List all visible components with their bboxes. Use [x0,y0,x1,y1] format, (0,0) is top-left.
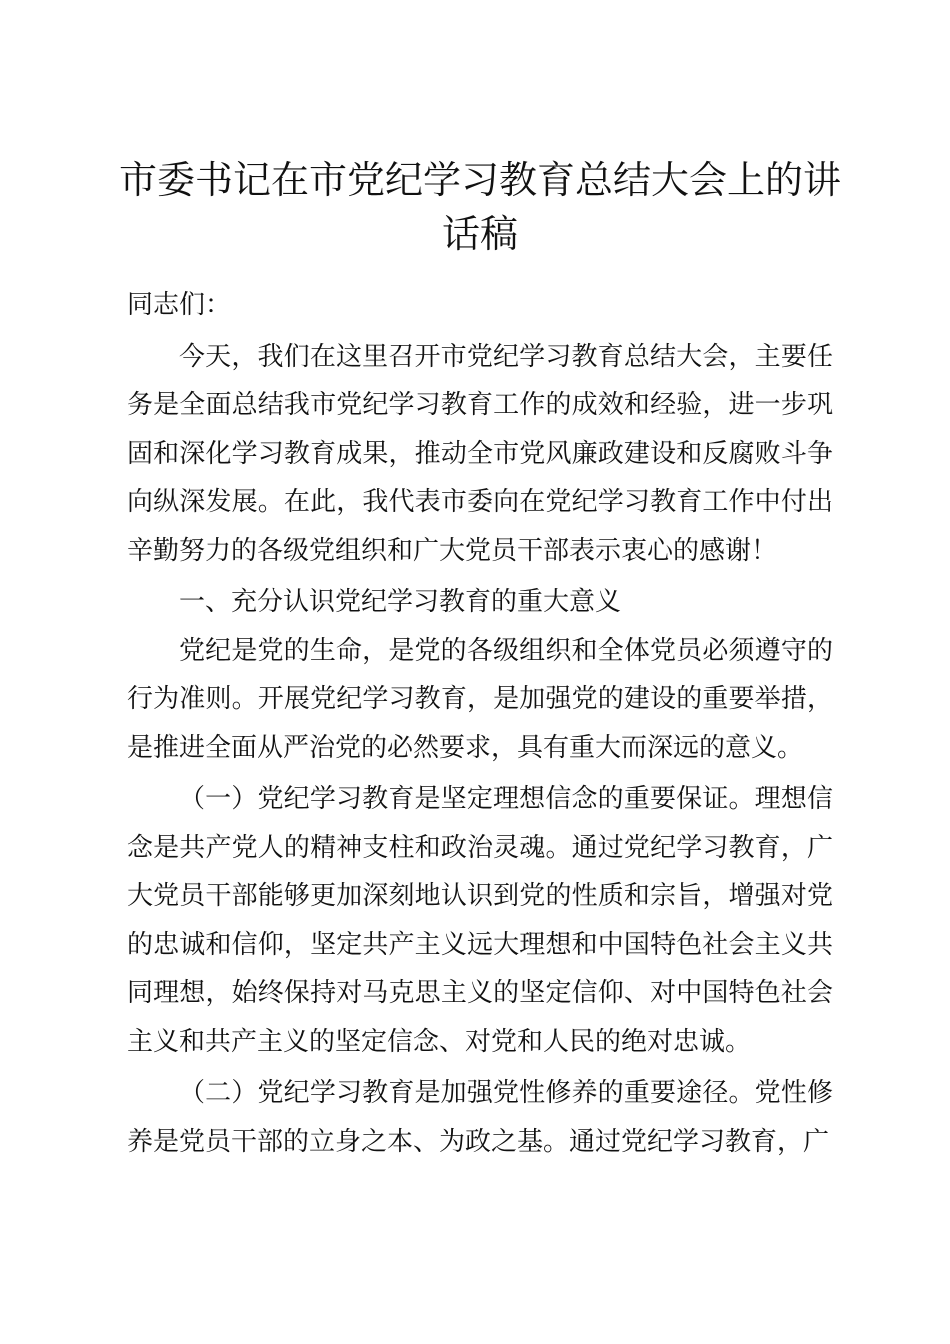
paragraph-significance: 党纪是党的生命，是党的各级组织和全体党员必须遵守的行为准则。开展党纪学习教育，是加强党的建设的重要举措，是推进全面从严治党的必然要求，具有重大而深远的意义。 [127,635,833,763]
salutation: 同志们： [127,290,232,320]
document-body [127,281,833,1166]
document-title: 市委书记在市党纪学习教育总结大会上的讲话稿 [118,158,841,256]
section-heading-1: 一、充分认识党纪学习教育的重大意义 [179,587,622,617]
paragraph-point-1: （一）党纪学习教育是坚定理想信念的重要保证。理想信念是共产党人的精神支柱和政治灵魂。通过党纪学习教育，广大党员干部能够更加深刻地认识到党的性质和宗旨，增强对党的忠诚和信仰，坚定共产主义远大理想和中国特色社会主义共同理想，始终保持对马克思主义的坚定信仰、对中国特色社会主义和共产主义的坚定信念、对党和人民的绝对忠诚。 [127,784,833,1057]
paragraph-point-2: （二）党纪学习教育是加强党性修养的重要途径。党性修养是党员干部的立身之本、为政之基。通过党纪学习教育，广 [127,1078,833,1157]
paragraph-intro: 今天，我们在这里召开市党纪学习教育总结大会，主要任务是全面总结我市党纪学习教育工作的成效和经验，进一步巩固和深化学习教育成果，推动全市党风廉政建设和反腐败斗争向纵深发展。在此，我代表市委向在党纪学习教育工作中付出辛勤努力的各级党组织和广大党员干部表示衷心的感谢！ [127,341,833,566]
